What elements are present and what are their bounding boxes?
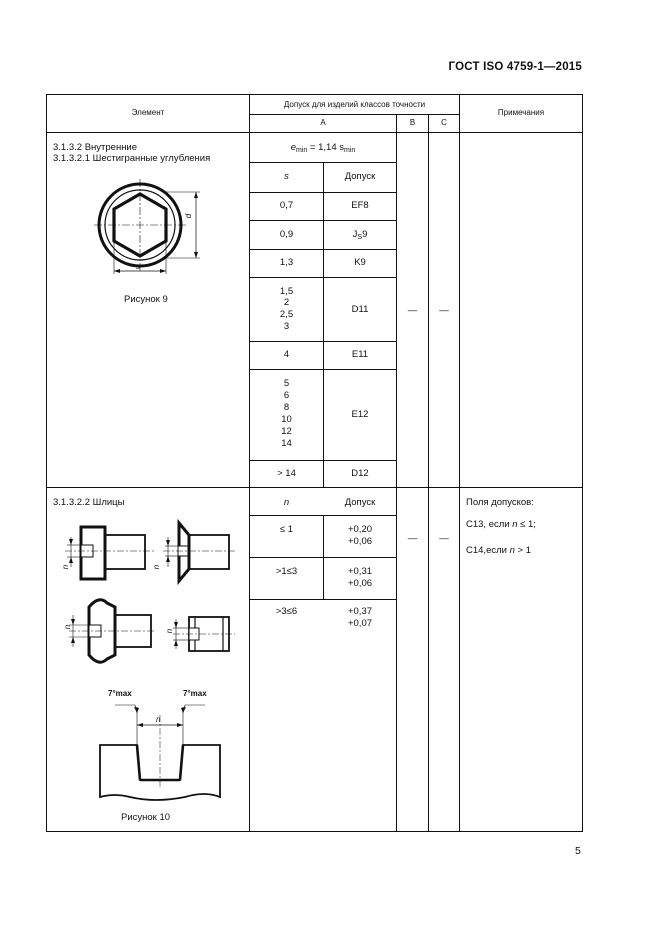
class-b-dash: — bbox=[407, 533, 418, 544]
s-value: 0,9 bbox=[279, 229, 294, 240]
col-header-b: B bbox=[409, 118, 416, 127]
dimension-label-n: n bbox=[156, 715, 161, 724]
figure-9-caption: Рисунок 9 bbox=[124, 294, 168, 305]
s-value: 1,5 bbox=[279, 286, 294, 297]
tolerance-value: D12 bbox=[351, 468, 369, 479]
s-value: 5 bbox=[283, 378, 290, 389]
col-header-s: s bbox=[284, 171, 289, 182]
dimension-label-n: n bbox=[63, 624, 73, 630]
tolerance-value: EF8 bbox=[351, 200, 369, 211]
figure-9-hex-socket-drawing bbox=[90, 176, 215, 278]
s-value: 12 bbox=[281, 426, 292, 437]
s-value: > 14 bbox=[277, 468, 296, 479]
class-c-dash: — bbox=[439, 533, 449, 544]
figure-10-caption: Рисунок 10 bbox=[121, 812, 171, 823]
raised-countersunk-screw-drawing bbox=[69, 600, 155, 662]
section-title-slots: 3.1.3.2.2 Шлицы bbox=[53, 497, 125, 508]
dimension-label-d: d bbox=[184, 213, 194, 219]
class-c-dash: — bbox=[439, 305, 449, 316]
cheese-head-screw-drawing bbox=[65, 527, 155, 579]
tolerance-value: +0,06 bbox=[347, 578, 373, 589]
tolerance-value: $J_S9$ bbox=[352, 229, 368, 241]
formula-e-min: $e_{min} = 1,14$ $s_{min}$ bbox=[290, 142, 356, 154]
figure-10-slot-drawings bbox=[55, 515, 245, 815]
col-header-tolerance-n: Допуск bbox=[344, 497, 376, 508]
notes-title: Поля допусков: bbox=[466, 497, 534, 508]
s-value: 14 bbox=[281, 438, 292, 449]
notes-c14: C14,если n > 1 bbox=[466, 545, 532, 556]
angle-label-right: 7°max bbox=[183, 689, 207, 698]
tolerance-value: +0,06 bbox=[347, 536, 373, 547]
notes-c13: C13, если n ≤ 1; bbox=[466, 519, 536, 530]
n-value: >3≤6 bbox=[275, 606, 298, 617]
col-header-a: A bbox=[320, 118, 326, 127]
tolerance-value: +0,07 bbox=[347, 618, 373, 629]
countersunk-screw-drawing bbox=[163, 523, 235, 581]
col-header-c: C bbox=[441, 118, 447, 127]
col-header-element: Элемент bbox=[131, 108, 165, 117]
tolerance-value: +0,20 bbox=[347, 524, 373, 535]
s-value: 10 bbox=[281, 414, 292, 425]
page-number: 5 bbox=[575, 845, 581, 857]
col-header-n: n bbox=[283, 497, 290, 508]
dimension-label-n: n bbox=[165, 628, 175, 634]
angle-label-left: 7°max bbox=[108, 689, 132, 698]
tolerance-value: E11 bbox=[351, 349, 369, 360]
tolerance-value: +0,31 bbox=[347, 566, 373, 577]
col-header-notes: Примечания bbox=[497, 108, 545, 117]
dimension-label-s: s bbox=[136, 262, 140, 271]
s-value: 0,7 bbox=[279, 200, 294, 211]
s-value: 2 bbox=[283, 297, 290, 308]
dimension-label-n: n bbox=[61, 564, 71, 570]
s-value: 8 bbox=[283, 402, 290, 413]
col-header-tolerance: Допуск для изделий классов точности bbox=[283, 100, 426, 109]
s-value: 2,5 bbox=[279, 309, 294, 320]
document-id: ГОСТ ISO 4759-1—2015 bbox=[448, 61, 582, 73]
dimension-label-n: n bbox=[152, 564, 162, 570]
tolerance-value: D11 bbox=[351, 304, 369, 315]
slotted-set-screw-drawing bbox=[173, 617, 235, 651]
tolerance-value: K9 bbox=[354, 257, 366, 268]
s-value: 4 bbox=[283, 349, 290, 360]
s-value: 6 bbox=[283, 390, 290, 401]
tolerance-value: +0,37 bbox=[347, 606, 373, 617]
section-title-hex-recess: 3.1.3.2.1 Шестигранные углубления bbox=[53, 153, 211, 164]
col-header-tolerance-s: Допуск bbox=[344, 171, 376, 182]
tolerance-value: E12 bbox=[351, 409, 369, 420]
class-b-dash: — bbox=[407, 305, 418, 316]
s-value: 3 bbox=[283, 321, 290, 332]
s-value: 1,3 bbox=[279, 257, 294, 268]
section-title-internal: 3.1.3.2 Внутренние bbox=[53, 142, 138, 153]
n-value: >1≤3 bbox=[275, 566, 298, 577]
n-value: ≤ 1 bbox=[279, 524, 294, 535]
